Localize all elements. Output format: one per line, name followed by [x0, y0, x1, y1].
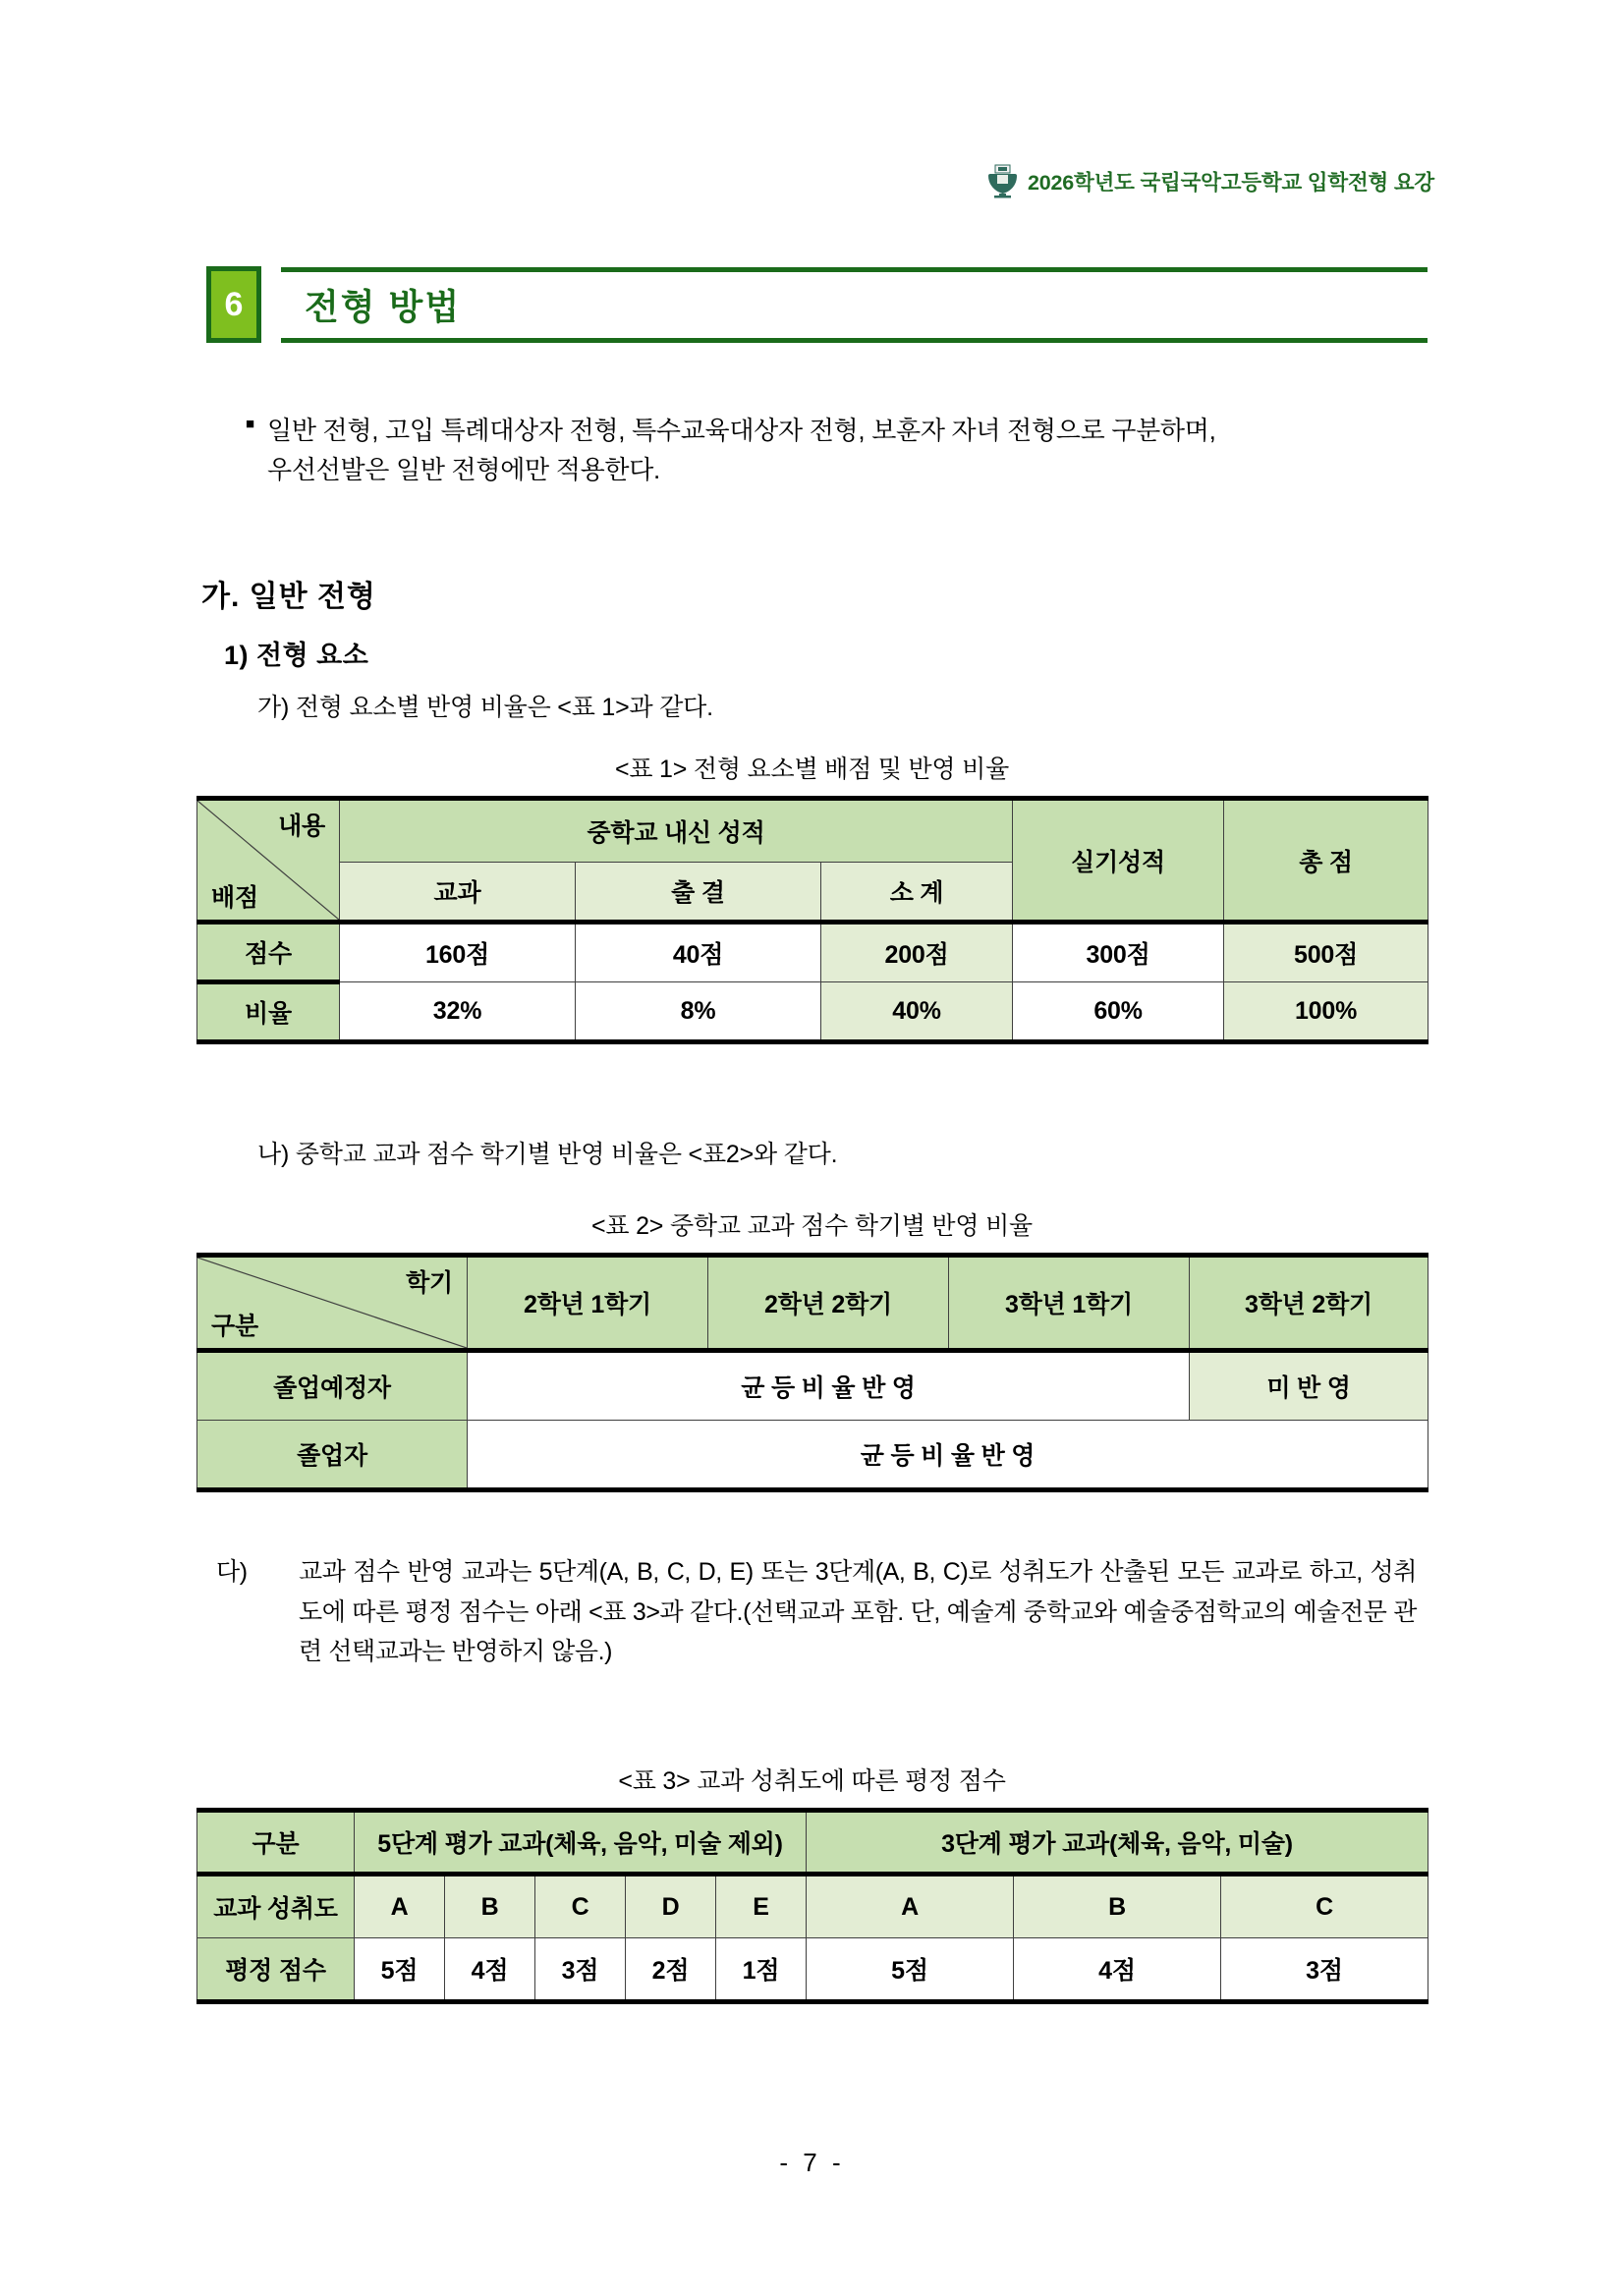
page-title: 전형 방법 [305, 286, 462, 327]
bullet-square-icon: ■ [246, 416, 254, 432]
table1-corner-top-label: 내용 [278, 812, 325, 840]
intro-bullet-line-1 [246, 411, 1405, 450]
table-row [197, 982, 1428, 1042]
section-number-box [206, 266, 261, 343]
table3-achievement-1: B [445, 1875, 535, 1938]
paragraph-ga1: 가) 전형 요소별 반영 비율은 <표 1>과 같다. [257, 694, 713, 721]
intro-bullet-line-2 [246, 450, 1405, 489]
section-title-bar [196, 265, 1428, 344]
table-row [197, 1875, 1428, 1938]
table3-score-1: 4점 [445, 1938, 535, 2002]
table-row [197, 923, 1428, 982]
table3-achievement-5: A [807, 1875, 1014, 1938]
table-achievement-score [196, 1808, 1428, 2004]
table-row [197, 1938, 1428, 2002]
table3-caption: <표 3> 교과 성취도에 따른 평정 점수 [618, 1767, 1006, 1795]
table-row [197, 1811, 1428, 1875]
table2-corner-top-label: 학기 [406, 1269, 453, 1297]
table3-score-4: 1점 [716, 1938, 807, 2002]
paragraph-na: 나) 중학교 교과 점수 학기별 반영 비율은 <표2>와 같다. [257, 1141, 838, 1168]
school-emblem-icon [986, 163, 1019, 198]
table3-score-2: 3점 [535, 1938, 626, 2002]
table1-subheader-subtotal: 소 계 [821, 863, 1013, 923]
table3-achievement-4: E [716, 1875, 807, 1938]
table2-header-g2s2: 2학년 2학기 [708, 1256, 949, 1351]
table2-header-g2s1: 2학년 1학기 [468, 1256, 708, 1351]
table2-header-g3s2: 3학년 2학기 [1190, 1256, 1428, 1351]
table1-header-total: 총 점 [1224, 799, 1428, 923]
table2-value-equal-ratio-graduate: 균 등 비 율 반 영 [468, 1421, 1428, 1490]
table1-ratio-practical: 60% [1013, 982, 1224, 1042]
table1-ratio-attendance: 8% [576, 982, 821, 1042]
table1-score-subject: 160점 [340, 923, 576, 982]
intro-bullet-block [246, 411, 1405, 490]
section-number: 6 [224, 286, 244, 323]
table1-caption: <표 1> 전형 요소별 배점 및 반영 비율 [614, 756, 1010, 783]
table1-header-practical: 실기성적 [1013, 799, 1224, 923]
table1-subheader-subject: 교과 [340, 863, 576, 923]
table2-row-label-graduate: 졸업자 [197, 1421, 468, 1490]
table1-ratio-subject: 32% [340, 982, 576, 1042]
table3-score-3: 2점 [626, 1938, 716, 2002]
paragraph-da [216, 1552, 1417, 1672]
table1-corner-bottom-label: 배점 [211, 884, 258, 912]
table1-ratio-total: 100% [1224, 982, 1428, 1042]
intro-bullet-text-1: 일반 전형, 고입 특례대상자 전형, 특수교육대상자 전형, 보훈자 자녀 전형으로 구분하며, [267, 416, 1216, 445]
table3-achievement-3: D [626, 1875, 716, 1938]
table3-achievement-2: C [535, 1875, 626, 1938]
heading-ga: 가. 일반 전형 [201, 581, 376, 613]
table1-score-attendance: 40점 [576, 923, 821, 982]
table3-row-label-achievement: 교과 성취도 [197, 1875, 355, 1938]
table1-subheader-attendance: 출 결 [576, 863, 821, 923]
table3-score-0: 5점 [355, 1938, 445, 2002]
table-row [197, 1256, 1428, 1351]
table2-value-not-applied: 미 반 영 [1190, 1351, 1428, 1421]
table1-row-label-score: 점수 [197, 923, 340, 982]
table3-group-header-3level: 3단계 평가 교과(체육, 음악, 미술) [807, 1811, 1428, 1875]
table3-group-header-5level: 5단계 평가 교과(체육, 음악, 미술 제외) [355, 1811, 807, 1875]
table3-score-6: 4점 [1014, 1938, 1221, 2002]
table1-row-label-ratio: 비율 [197, 982, 340, 1042]
table-row [197, 1351, 1428, 1421]
table-semester-ratio [196, 1253, 1428, 1492]
document-header [986, 163, 1434, 198]
table2-caption: <표 2> 중학교 교과 점수 학기별 반영 비율 [591, 1212, 1033, 1240]
table2-corner-diagonal-cell [197, 1256, 468, 1351]
table1-score-subtotal: 200점 [821, 923, 1013, 982]
table1-score-practical: 300점 [1013, 923, 1224, 982]
document-header-title: 2026학년도 국립국악고등학교 입학전형 요강 [1027, 170, 1434, 195]
table3-achievement-7: C [1221, 1875, 1428, 1938]
table3-row-label-score: 평정 점수 [197, 1938, 355, 2002]
table2-value-equal-ratio-expected: 균 등 비 율 반 영 [468, 1351, 1190, 1421]
page-number: - 7 - [779, 2148, 845, 2177]
table1-score-total: 500점 [1224, 923, 1428, 982]
section-rule-top [281, 267, 1428, 272]
section-rule-bottom [281, 338, 1428, 343]
table1-corner-diagonal-cell [197, 799, 340, 923]
table-score-allocation [196, 796, 1428, 1044]
table3-score-5: 5점 [807, 1938, 1014, 2002]
table2-header-g3s1: 3학년 1학기 [949, 1256, 1190, 1351]
table3-corner-label: 구분 [197, 1811, 355, 1875]
paragraph-da-text: 교과 점수 반영 교과는 5단계(A, B, C, D, E) 또는 3단계(A, B, C)로 성취도가 산출된 모든 교과로 하고, 성취도에 따른 평정 점수는 아래 <표 3>과 같다.(선택교과 포함. 단, 예술계 중학교와 예술중점학교의 예술전문 관련 선택교과는 반영하지 않음.) [299, 1558, 1417, 1665]
intro-bullet-text-2: 우선선발은 일반 전형에만 적용한다. [267, 455, 660, 485]
table2-corner-bottom-label: 구분 [211, 1313, 258, 1340]
table3-score-7: 3점 [1221, 1938, 1428, 2002]
table3-achievement-6: B [1014, 1875, 1221, 1938]
heading-one: 1) 전형 요소 [224, 641, 369, 670]
table1-ratio-subtotal: 40% [821, 982, 1013, 1042]
paragraph-da-label: 다) [216, 1558, 248, 1586]
table-row [197, 1421, 1428, 1490]
table-row [197, 799, 1428, 863]
table3-achievement-0: A [355, 1875, 445, 1938]
table1-group-header: 중학교 내신 성적 [340, 799, 1013, 863]
table2-row-label-expected-graduate: 졸업예정자 [197, 1351, 468, 1421]
